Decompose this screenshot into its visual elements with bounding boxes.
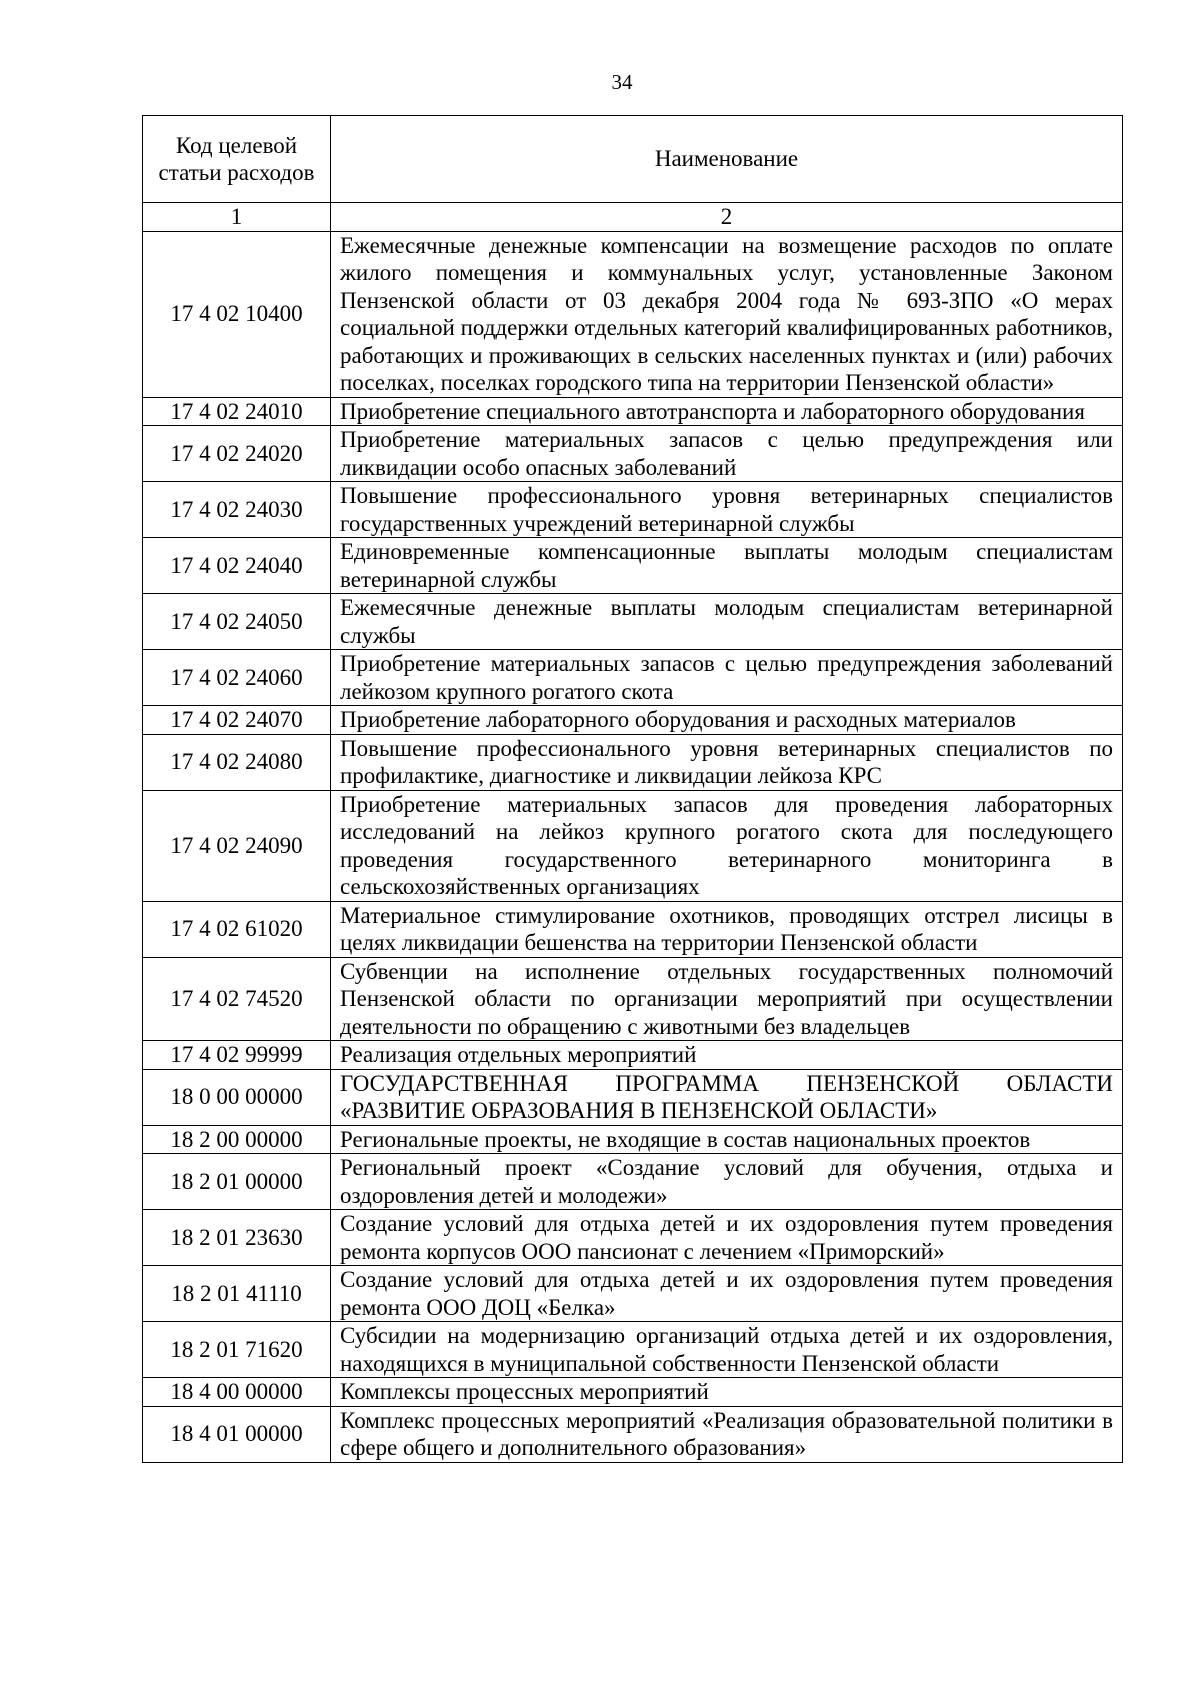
table-row xyxy=(143,1069,1123,1125)
row-name-cell: Региональные проекты, не входящие в состав национальных проектов xyxy=(331,1125,1123,1154)
table-row xyxy=(143,1322,1123,1378)
row-name-cell: Комплекс процессных мероприятий «Реализация образовательной политики в сфере общего и дополнительного образования» xyxy=(331,1406,1123,1462)
row-code-cell: 17 4 02 24080 xyxy=(143,734,331,790)
row-name-cell: Реализация отдельных мероприятий xyxy=(331,1041,1123,1070)
row-name-cell: Приобретение материальных запасов с целью предупреждения заболеваний лейкозом крупного рогатого скота xyxy=(331,650,1123,706)
table-row xyxy=(143,734,1123,790)
row-code-cell: 18 2 01 00000 xyxy=(143,1154,331,1210)
row-code-cell: 17 4 02 24040 xyxy=(143,538,331,594)
table-body xyxy=(143,231,1123,1462)
header-row xyxy=(143,116,1123,203)
row-code-cell: 17 4 02 61020 xyxy=(143,901,331,957)
table-row xyxy=(143,594,1123,650)
row-name-cell: Региональный проект «Создание условий для обучения, отдыха и оздоровления детей и молодежи» xyxy=(331,1154,1123,1210)
table-row xyxy=(143,1154,1123,1210)
row-code-cell: 17 4 02 74520 xyxy=(143,957,331,1041)
row-code-cell: 17 4 02 24090 xyxy=(143,790,331,901)
row-code-cell: 17 4 02 24010 xyxy=(143,397,331,426)
table-row xyxy=(143,482,1123,538)
table-header xyxy=(143,116,1123,232)
header-code-column: Код целевой статьи расходов xyxy=(143,116,331,203)
row-name-cell: Повышение профессионального уровня ветеринарных специалистов государственных учреждений ветеринарной службы xyxy=(331,482,1123,538)
row-code-cell: 17 4 02 24030 xyxy=(143,482,331,538)
page-number: 34 xyxy=(611,70,633,94)
row-code-cell: 18 0 00 00000 xyxy=(143,1069,331,1125)
table-row xyxy=(143,790,1123,901)
table-row xyxy=(143,1266,1123,1322)
header-number-row xyxy=(143,203,1123,232)
table-row xyxy=(143,1210,1123,1266)
column-number-2: 2 xyxy=(331,203,1123,232)
header-name-column: Наименование xyxy=(331,116,1123,203)
table-row xyxy=(143,231,1123,397)
row-code-cell: 17 4 02 24060 xyxy=(143,650,331,706)
table-row xyxy=(143,426,1123,482)
row-code-cell: 17 4 02 24050 xyxy=(143,594,331,650)
table-row xyxy=(143,1125,1123,1154)
row-code-cell: 18 4 00 00000 xyxy=(143,1378,331,1407)
row-name-cell: Создание условий для отдыха детей и их оздоровления путем проведения ремонта корпусов ООО пансионат с лечением «Приморский» xyxy=(331,1210,1123,1266)
table-row xyxy=(143,957,1123,1041)
row-name-cell: Ежемесячные денежные компенсации на возмещение расходов по оплате жилого помещения и коммунальных услуг, установленные Законом Пензенской области от 03 декабря 2004 года № 693-ЗПО «О мерах социальной поддержки отдельных категорий квалифицированных работников, работающих и проживающих в сельских населенных пунктах и (или) рабочих поселках, поселках городского типа на территории Пензенской области» xyxy=(331,231,1123,397)
table-row xyxy=(143,901,1123,957)
row-name-cell: Повышение профессионального уровня ветеринарных специалистов по профилактике, диагностике и ликвидации лейкоза КРС xyxy=(331,734,1123,790)
column-number-1: 1 xyxy=(143,203,331,232)
row-code-cell: 17 4 02 24020 xyxy=(143,426,331,482)
row-name-cell: Приобретение специального автотранспорта и лабораторного оборудования xyxy=(331,397,1123,426)
row-name-cell: Приобретение материальных запасов с целью предупреждения или ликвидации особо опасных заболеваний xyxy=(331,426,1123,482)
row-name-cell: Создание условий для отдыха детей и их оздоровления путем проведения ремонта ООО ДОЦ «Белка» xyxy=(331,1266,1123,1322)
table-row xyxy=(143,1406,1123,1462)
row-name-cell: Приобретение материальных запасов для проведения лабораторных исследований на лейкоз крупного рогатого скота для последующего проведения государственного ветеринарного мониторинга в сельскохозяйственных организациях xyxy=(331,790,1123,901)
row-name-cell: Материальное стимулирование охотников, проводящих отстрел лисицы в целях ликвидации бешенства на территории Пензенской области xyxy=(331,901,1123,957)
table-row xyxy=(143,650,1123,706)
row-name-cell: Субсидии на модернизацию организаций отдыха детей и их оздоровления, находящихся в муниципальной собственности Пензенской области xyxy=(331,1322,1123,1378)
row-code-cell: 18 4 01 00000 xyxy=(143,1406,331,1462)
row-name-cell: Субвенции на исполнение отдельных государственных полномочий Пензенской области по организации мероприятий при осуществлении деятельности по обращению с животными без владельцев xyxy=(331,957,1123,1041)
row-code-cell: 18 2 01 71620 xyxy=(143,1322,331,1378)
row-code-cell: 17 4 02 24070 xyxy=(143,706,331,735)
row-code-cell: 17 4 02 10400 xyxy=(143,231,331,397)
row-name-cell: Единовременные компенсационные выплаты молодым специалистам ветеринарной службы xyxy=(331,538,1123,594)
table-row xyxy=(143,538,1123,594)
budget-classification-table xyxy=(142,115,1123,1463)
table-row xyxy=(143,706,1123,735)
table-row xyxy=(143,1041,1123,1070)
row-name-cell: Приобретение лабораторного оборудования и расходных материалов xyxy=(331,706,1123,735)
row-name-cell: Комплексы процессных мероприятий xyxy=(331,1378,1123,1407)
row-name-cell: Ежемесячные денежные выплаты молодым специалистам ветеринарной службы xyxy=(331,594,1123,650)
row-code-cell: 18 2 00 00000 xyxy=(143,1125,331,1154)
row-name-cell: ГОСУДАРСТВЕННАЯ ПРОГРАММА ПЕНЗЕНСКОЙ ОБЛАСТИ «РАЗВИТИЕ ОБРАЗОВАНИЯ В ПЕНЗЕНСКОЙ ОБЛАСТИ» xyxy=(331,1069,1123,1125)
table-row xyxy=(143,1378,1123,1407)
row-code-cell: 18 2 01 23630 xyxy=(143,1210,331,1266)
row-code-cell: 17 4 02 99999 xyxy=(143,1041,331,1070)
row-code-cell: 18 2 01 41110 xyxy=(143,1266,331,1322)
table-row xyxy=(143,397,1123,426)
